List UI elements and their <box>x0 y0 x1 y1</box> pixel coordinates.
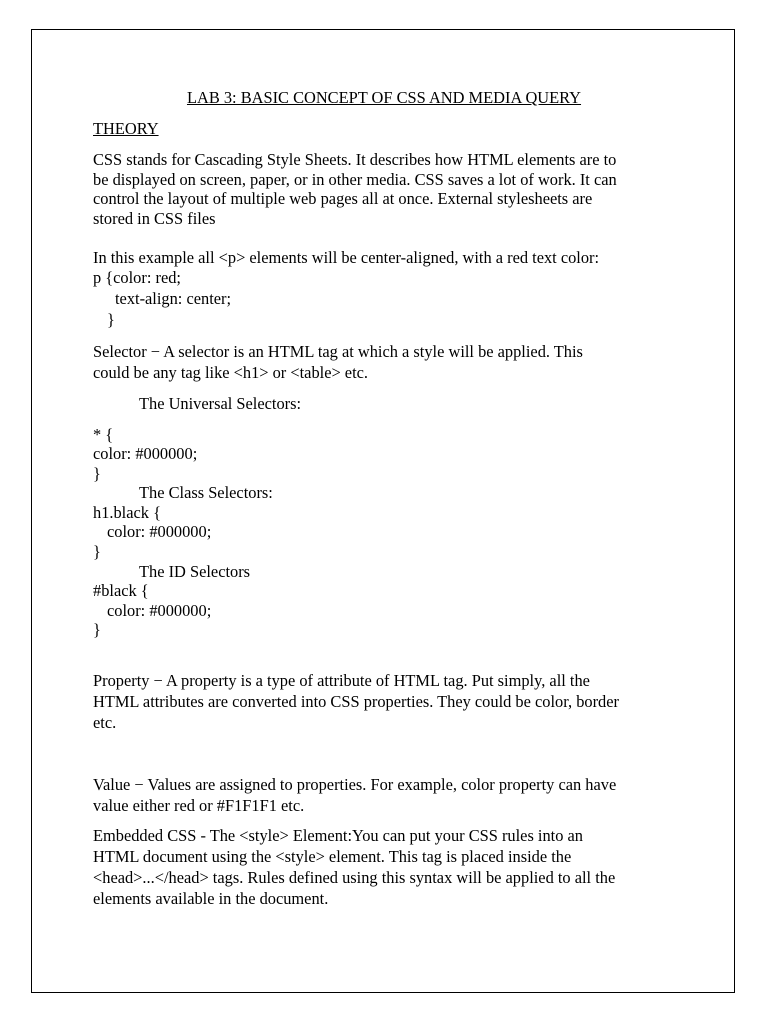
class-code-line: } <box>93 542 101 561</box>
selector-line: Selector − A selector is an HTML tag at which a style will be applied. This <box>93 342 583 361</box>
id-code-line: #black { <box>93 581 149 600</box>
property-line: Property − A property is a type of attribute of HTML tag. Put simply, all the <box>93 671 590 690</box>
id-selector-heading: The ID Selectors <box>139 562 251 581</box>
class-selector-heading: The Class Selectors: <box>139 483 273 502</box>
class-code-line: color: #000000; <box>107 522 212 541</box>
embedded-line: HTML document using the <style> element. This tag is placed inside the <box>93 847 572 866</box>
example-code-line: text-align: center; <box>115 289 232 308</box>
value-line: Value − Values are assigned to properties. For example, color property can have <box>93 775 617 794</box>
id-code-line: } <box>93 620 101 639</box>
universal-code-line: * { <box>93 425 114 444</box>
theory-heading: THEORY <box>93 119 159 138</box>
example-intro: In this example all <p> elements will be center-aligned, with a red text color: <box>93 248 600 267</box>
example-code-line: } <box>107 310 115 329</box>
selector-line: could be any tag like <h1> or <table> etc. <box>93 363 369 382</box>
value-line: value either red or #F1F1F1 etc. <box>93 796 305 815</box>
embedded-line: elements available in the document. <box>93 889 329 908</box>
intro-line: be displayed on screen, paper, or in other media. CSS saves a lot of work. It can <box>93 170 617 189</box>
universal-selector-heading: The Universal Selectors: <box>139 394 302 413</box>
universal-code-line: color: #000000; <box>93 444 198 463</box>
intro-line: stored in CSS files <box>93 209 216 228</box>
intro-line: control the layout of multiple web pages all at once. External stylesheets are <box>93 189 593 208</box>
class-code-line: h1.black { <box>93 503 161 522</box>
embedded-line: <head>...</head> tags. Rules defined using this syntax will be applied to all the <box>93 868 616 887</box>
property-line: HTML attributes are converted into CSS properties. They could be color, border <box>93 692 619 711</box>
intro-line: CSS stands for Cascading Style Sheets. It describes how HTML elements are to <box>93 150 617 169</box>
universal-code-line: } <box>93 464 101 483</box>
example-code-line: p {color: red; <box>93 268 181 287</box>
embedded-line: Embedded CSS - The <style> Element:You can put your CSS rules into an <box>93 826 583 845</box>
id-code-line: color: #000000; <box>107 601 212 620</box>
property-line: etc. <box>93 713 117 732</box>
page-title: LAB 3: BASIC CONCEPT OF CSS AND MEDIA QUERY <box>186 88 582 107</box>
